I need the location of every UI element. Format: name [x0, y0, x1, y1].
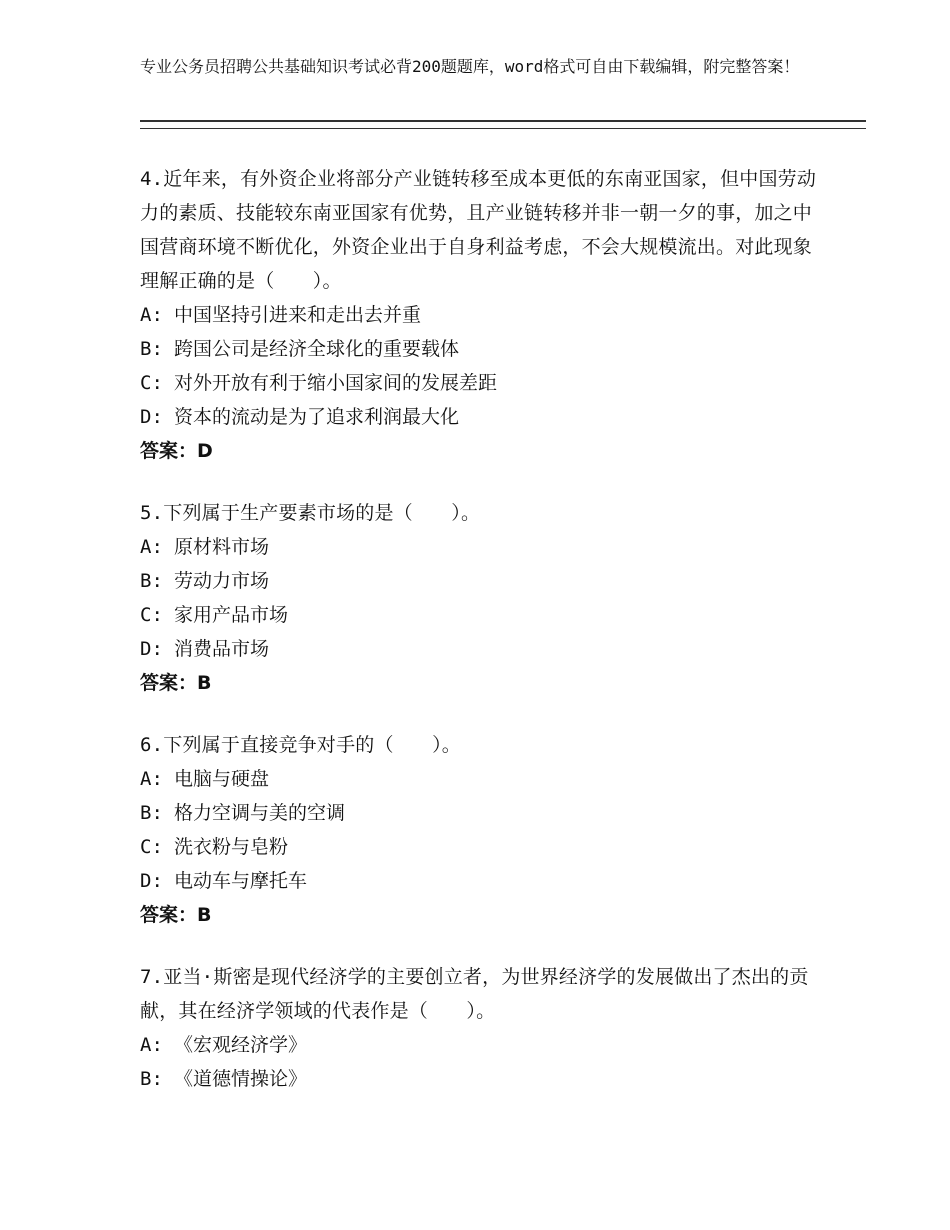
- option-letter: A:: [140, 768, 163, 790]
- option-text: 电动车与摩托车: [174, 870, 308, 892]
- answer-line: 答案：B: [140, 672, 212, 694]
- option-text: 跨国公司是经济全球化的重要载体: [174, 338, 460, 360]
- question-stem: 6.下列属于直接竞争对手的（ ）。: [140, 734, 461, 756]
- option-text: 格力空调与美的空调: [174, 802, 346, 824]
- option-c: [140, 598, 830, 632]
- option-letter: A:: [140, 304, 163, 326]
- option-a: [140, 762, 830, 796]
- option-text: 劳动力市场: [174, 570, 270, 592]
- option-text: 《道德情操论》: [174, 1068, 308, 1090]
- option-letter: C:: [140, 372, 163, 394]
- option-letter: D:: [140, 406, 163, 428]
- answer-line: 答案：D: [140, 440, 213, 462]
- option-letter: B:: [140, 1068, 163, 1090]
- question-item: [140, 162, 830, 468]
- option-letter: A:: [140, 1034, 163, 1056]
- option-letter: D:: [140, 870, 163, 892]
- question-list: [140, 162, 830, 1124]
- question-stem: 5.下列属于生产要素市场的是（ ）。: [140, 502, 481, 524]
- option-a: [140, 1028, 830, 1062]
- option-letter: A:: [140, 536, 163, 558]
- question-item: [140, 728, 830, 932]
- question-stem: 4.近年来，有外资企业将部分产业链转移至成本更低的东南亚国家，但中国劳动力的素质、技能较东南亚国家有优势，且产业链转移并非一朝一夕的事，加之中国营商环境不断优化，外资企业出于自身利益考虑，不会大规模流出。对此现象理解正确的是（ ）。: [140, 168, 817, 292]
- option-text: 原材料市场: [174, 536, 270, 558]
- option-a: [140, 530, 830, 564]
- option-text: 中国坚持引进来和走出去并重: [174, 304, 422, 326]
- option-b: [140, 796, 830, 830]
- option-d: [140, 632, 830, 666]
- option-letter: D:: [140, 638, 163, 660]
- page-header: 专业公务员招聘公共基础知识考试必背200题题库，word格式可自由下载编辑，附完整答案！: [140, 57, 800, 76]
- option-letter: B:: [140, 338, 163, 360]
- option-d: [140, 864, 830, 898]
- question-stem: 7.亚当·斯密是现代经济学的主要创立者，为世界经济学的发展做出了杰出的贡献，其在经济学领域的代表作是（ ）。: [140, 966, 809, 1022]
- option-text: 《宏观经济学》: [174, 1034, 308, 1056]
- option-text: 资本的流动是为了追求利润最大化: [174, 406, 460, 428]
- option-b: [140, 332, 830, 366]
- option-c: [140, 366, 830, 400]
- option-text: 洗衣粉与皂粉: [174, 836, 289, 858]
- option-letter: B:: [140, 802, 163, 824]
- option-text: 家用产品市场: [174, 604, 289, 626]
- option-a: [140, 298, 830, 332]
- option-letter: C:: [140, 836, 163, 858]
- answer-line: 答案：B: [140, 904, 212, 926]
- header-divider: [140, 120, 866, 129]
- option-text: 消费品市场: [174, 638, 270, 660]
- option-text: 电脑与硬盘: [174, 768, 270, 790]
- option-letter: C:: [140, 604, 163, 626]
- option-letter: B:: [140, 570, 163, 592]
- question-item: [140, 496, 830, 700]
- question-item: [140, 960, 830, 1096]
- option-d: [140, 400, 830, 434]
- option-b: [140, 1062, 830, 1096]
- option-b: [140, 564, 830, 598]
- option-c: [140, 830, 830, 864]
- option-text: 对外开放有利于缩小国家间的发展差距: [174, 372, 498, 394]
